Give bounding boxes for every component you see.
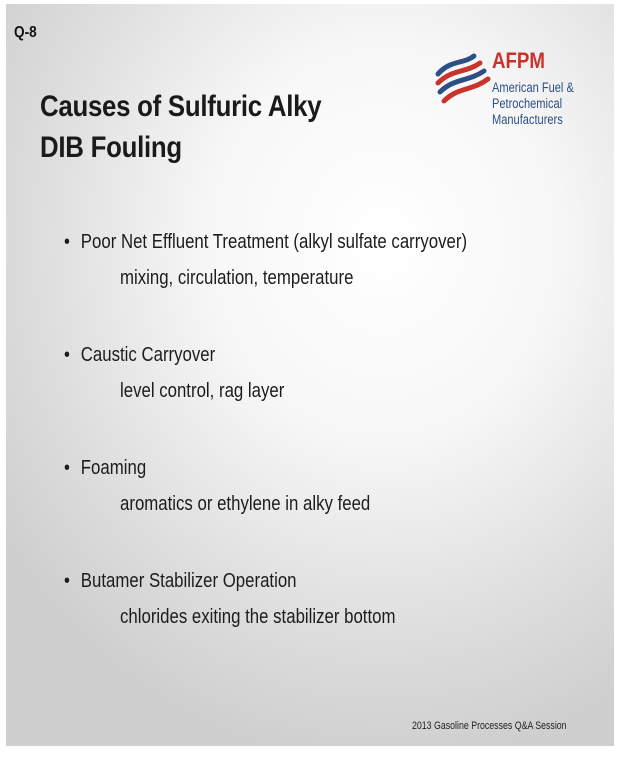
list-item [64, 343, 316, 403]
logo-full-name: American Fuel & Petrochemical Manufacturers [492, 80, 574, 127]
bullet-subtext: mixing, circulation, temperature [120, 267, 354, 289]
list-item [64, 230, 544, 290]
list-item [64, 569, 448, 629]
bullet-dot-icon: • [64, 231, 70, 253]
bullet-subtext: aromatics or ethylene in alky feed [120, 493, 371, 515]
bullet-dot-icon: • [64, 457, 70, 479]
bullet-dot-icon: • [64, 344, 70, 366]
bullet-text: Caustic Carryover [80, 344, 216, 366]
bullet-subtext: level control, rag layer [120, 380, 285, 402]
bullet-subtext: chlorides exiting the stabilizer bottom [120, 606, 396, 628]
afpm-flag-logo-icon [434, 52, 492, 108]
slide-title: Causes of Sulfuric Alky DIB Fouling [40, 90, 322, 164]
slide-footer: 2013 Gasoline Processes Q&A Session [412, 720, 567, 732]
bullet-dot-icon: • [64, 570, 70, 592]
logo-abbreviation: AFPM [492, 48, 545, 73]
afpm-logo [434, 48, 610, 148]
bullet-text: Poor Net Effluent Treatment (alkyl sulfate carryover) [80, 231, 468, 253]
bullet-text: Foaming [80, 457, 147, 479]
bullet-text: Butamer Stabilizer Operation [80, 570, 297, 592]
slide-label: Q-8 [14, 24, 37, 41]
slide [6, 4, 614, 746]
list-item [64, 456, 418, 516]
